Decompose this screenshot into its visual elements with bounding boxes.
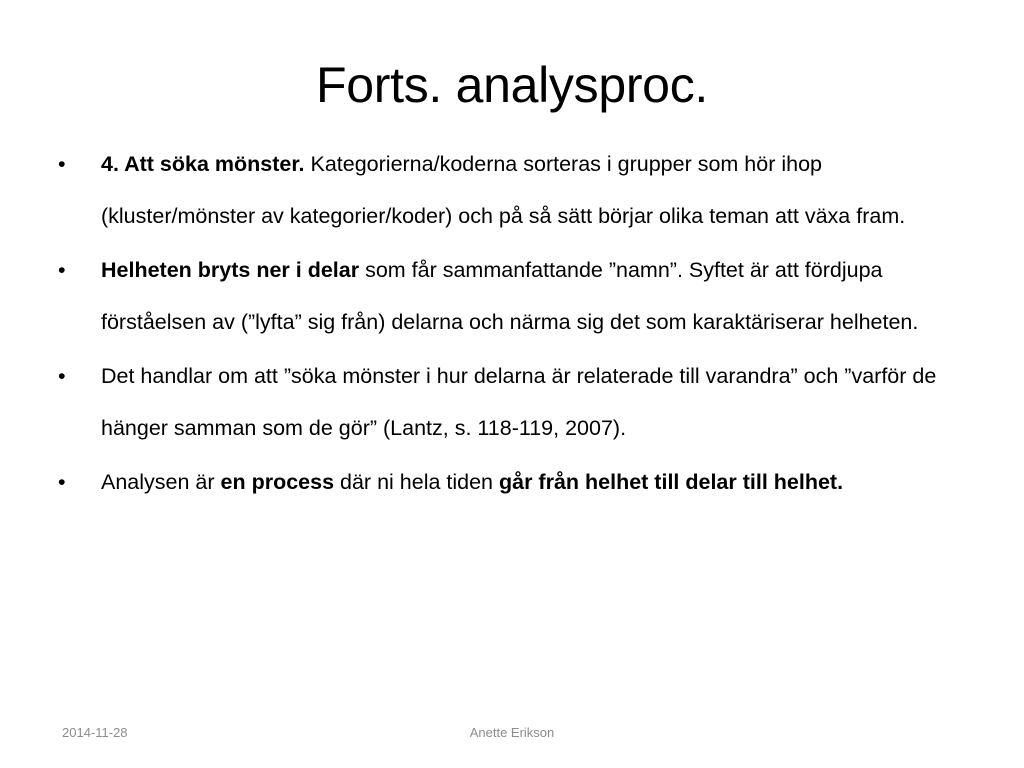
bullet-text: som får sammanfattande ”namn”. Syftet är att fördjupa förståelsen av (”lyfta” sig från) delarna och närma sig det som karaktäriserar helheten.: [101, 258, 919, 334]
footer-date: 2014-11-28: [62, 725, 128, 740]
bullet-icon: •: [58, 364, 66, 388]
bullet-item: [58, 244, 958, 348]
bullet-icon: •: [58, 152, 66, 176]
bullet-text: Kategorierna/koderna sorteras i grupper som hör ihop (kluster/mönster av kategorier/koder) och på så sätt börjar olika teman att växa fram.: [101, 152, 906, 228]
bullet-icon: •: [58, 258, 66, 282]
bullet-icon: •: [58, 470, 66, 494]
slide-title: Forts. analysproc.: [316, 57, 708, 113]
footer-author: Anette Erikson: [469, 725, 555, 740]
bullet-text-bold: Helheten bryts ner i delar: [101, 258, 360, 282]
bullet-text: Det handlar om att ”söka mönster i hur delarna är relaterade till varandra” och ”varför de hänger samman som de gör” (Lantz, s. 118-119, 2007).: [101, 364, 937, 440]
bullet-item: [58, 350, 958, 454]
bullet-text: Analysen är: [101, 470, 221, 494]
bullet-text-bold: en process: [220, 470, 335, 494]
bullet-item: [58, 138, 958, 242]
bullet-item: [58, 456, 958, 508]
bullet-text-bold: går från helhet till delar till helhet.: [499, 470, 844, 494]
bullet-text: där ni hela tiden: [334, 470, 499, 494]
bullet-text-bold: 4. Att söka mönster.: [101, 152, 305, 176]
bullet-list: [58, 138, 958, 510]
